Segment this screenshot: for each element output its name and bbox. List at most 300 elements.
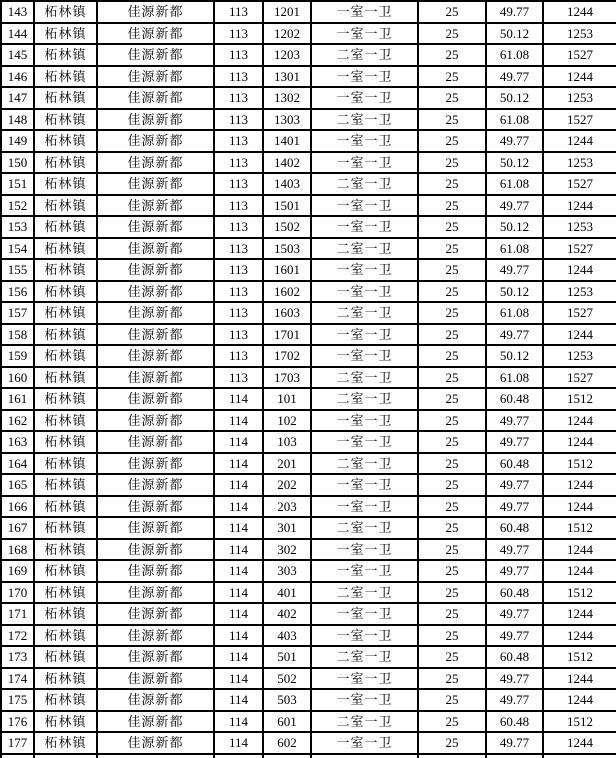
cell-rent[interactable]: 1244 — [543, 474, 616, 496]
cell-town[interactable]: 柘林镇 — [34, 130, 97, 152]
cell-unit-price[interactable]: 25 — [418, 324, 486, 346]
cell-town[interactable]: 柘林镇 — [34, 496, 97, 518]
cell-rent[interactable]: 1244 — [543, 625, 616, 647]
cell-unit-price[interactable]: 25 — [418, 474, 486, 496]
cell-room[interactable]: 601 — [263, 711, 311, 733]
cell-building[interactable]: 113 — [214, 23, 263, 45]
cell-room[interactable]: 1601 — [263, 259, 311, 281]
cell-building[interactable]: 114 — [214, 603, 263, 625]
cell-rent[interactable]: 1527 — [543, 109, 616, 131]
cell-seq[interactable]: 147 — [1, 87, 34, 109]
cell-rent[interactable]: 1527 — [543, 238, 616, 260]
cell-layout[interactable]: 二室一卫 — [311, 388, 418, 410]
cell-unit-price[interactable]: 25 — [418, 152, 486, 174]
cell-area[interactable]: 49.77 — [486, 689, 543, 711]
cell-layout[interactable]: 二室一卫 — [311, 711, 418, 733]
cell-town[interactable]: 柘林镇 — [34, 87, 97, 109]
cell-seq[interactable]: 177 — [1, 732, 34, 754]
cell-unit-price[interactable]: 25 — [418, 345, 486, 367]
cell-community[interactable]: 佳源新都 — [97, 302, 214, 324]
cell-town[interactable]: 柘林镇 — [34, 410, 97, 432]
cell-building[interactable]: 114 — [214, 646, 263, 668]
cell-room[interactable]: 502 — [263, 668, 311, 690]
cell-empty[interactable] — [486, 754, 543, 758]
cell-community[interactable]: 佳源新都 — [97, 625, 214, 647]
cell-town[interactable]: 柘林镇 — [34, 646, 97, 668]
cell-layout[interactable]: 二室一卫 — [311, 173, 418, 195]
cell-room[interactable]: 1403 — [263, 173, 311, 195]
cell-town[interactable]: 柘林镇 — [34, 281, 97, 303]
cell-area[interactable]: 49.77 — [486, 560, 543, 582]
cell-community[interactable]: 佳源新都 — [97, 281, 214, 303]
cell-empty[interactable] — [543, 754, 616, 758]
cell-building[interactable]: 113 — [214, 345, 263, 367]
cell-layout[interactable]: 一室一卫 — [311, 66, 418, 88]
cell-layout[interactable]: 一室一卫 — [311, 281, 418, 303]
cell-unit-price[interactable]: 25 — [418, 66, 486, 88]
cell-area[interactable]: 60.48 — [486, 453, 543, 475]
cell-community[interactable]: 佳源新都 — [97, 453, 214, 475]
cell-town[interactable]: 柘林镇 — [34, 582, 97, 604]
cell-room[interactable]: 1301 — [263, 66, 311, 88]
cell-layout[interactable]: 一室一卫 — [311, 625, 418, 647]
cell-room[interactable]: 102 — [263, 410, 311, 432]
cell-town[interactable]: 柘林镇 — [34, 152, 97, 174]
cell-building[interactable]: 114 — [214, 560, 263, 582]
cell-room[interactable]: 1401 — [263, 130, 311, 152]
cell-area[interactable]: 60.48 — [486, 517, 543, 539]
cell-room[interactable]: 1703 — [263, 367, 311, 389]
cell-unit-price[interactable]: 25 — [418, 87, 486, 109]
cell-rent[interactable]: 1244 — [543, 66, 616, 88]
cell-rent[interactable]: 1527 — [543, 173, 616, 195]
cell-rent[interactable]: 1244 — [543, 1, 616, 23]
cell-rent[interactable]: 1253 — [543, 87, 616, 109]
cell-town[interactable]: 柘林镇 — [34, 711, 97, 733]
cell-town[interactable]: 柘林镇 — [34, 259, 97, 281]
cell-community[interactable]: 佳源新都 — [97, 496, 214, 518]
cell-room[interactable]: 1203 — [263, 44, 311, 66]
cell-area[interactable]: 50.12 — [486, 345, 543, 367]
cell-room[interactable]: 501 — [263, 646, 311, 668]
cell-town[interactable]: 柘林镇 — [34, 668, 97, 690]
cell-unit-price[interactable]: 25 — [418, 582, 486, 604]
cell-unit-price[interactable]: 25 — [418, 668, 486, 690]
cell-area[interactable]: 49.77 — [486, 431, 543, 453]
cell-building[interactable]: 114 — [214, 689, 263, 711]
cell-town[interactable]: 柘林镇 — [34, 195, 97, 217]
cell-area[interactable]: 49.77 — [486, 539, 543, 561]
cell-building[interactable]: 114 — [214, 582, 263, 604]
cell-area[interactable]: 50.12 — [486, 87, 543, 109]
cell-seq[interactable]: 155 — [1, 259, 34, 281]
cell-unit-price[interactable]: 25 — [418, 732, 486, 754]
cell-seq[interactable]: 153 — [1, 216, 34, 238]
cell-room[interactable]: 403 — [263, 625, 311, 647]
cell-seq[interactable]: 149 — [1, 130, 34, 152]
cell-unit-price[interactable]: 25 — [418, 711, 486, 733]
cell-building[interactable]: 113 — [214, 324, 263, 346]
cell-room[interactable]: 1603 — [263, 302, 311, 324]
cell-seq[interactable]: 172 — [1, 625, 34, 647]
cell-layout[interactable]: 一室一卫 — [311, 130, 418, 152]
cell-area[interactable]: 49.77 — [486, 410, 543, 432]
cell-layout[interactable]: 二室一卫 — [311, 646, 418, 668]
cell-building[interactable]: 114 — [214, 668, 263, 690]
cell-layout[interactable]: 二室一卫 — [311, 109, 418, 131]
cell-town[interactable]: 柘林镇 — [34, 173, 97, 195]
cell-area[interactable]: 49.77 — [486, 732, 543, 754]
cell-building[interactable]: 114 — [214, 517, 263, 539]
cell-building[interactable]: 113 — [214, 259, 263, 281]
cell-area[interactable]: 61.08 — [486, 44, 543, 66]
cell-unit-price[interactable]: 25 — [418, 646, 486, 668]
cell-building[interactable]: 114 — [214, 539, 263, 561]
cell-town[interactable]: 柘林镇 — [34, 216, 97, 238]
cell-room[interactable]: 1303 — [263, 109, 311, 131]
cell-layout[interactable]: 一室一卫 — [311, 539, 418, 561]
cell-empty[interactable] — [311, 754, 418, 758]
cell-unit-price[interactable]: 25 — [418, 689, 486, 711]
cell-layout[interactable]: 一室一卫 — [311, 410, 418, 432]
cell-unit-price[interactable]: 25 — [418, 173, 486, 195]
cell-unit-price[interactable]: 25 — [418, 496, 486, 518]
cell-area[interactable]: 49.77 — [486, 496, 543, 518]
cell-layout[interactable]: 一室一卫 — [311, 345, 418, 367]
cell-layout[interactable]: 一室一卫 — [311, 668, 418, 690]
cell-empty[interactable] — [34, 754, 97, 758]
cell-building[interactable]: 113 — [214, 109, 263, 131]
cell-empty[interactable] — [263, 754, 311, 758]
cell-community[interactable]: 佳源新都 — [97, 367, 214, 389]
cell-seq[interactable]: 174 — [1, 668, 34, 690]
cell-building[interactable]: 114 — [214, 453, 263, 475]
cell-rent[interactable]: 1527 — [543, 302, 616, 324]
cell-building[interactable]: 113 — [214, 173, 263, 195]
cell-building[interactable]: 114 — [214, 388, 263, 410]
cell-seq[interactable]: 156 — [1, 281, 34, 303]
cell-building[interactable]: 114 — [214, 732, 263, 754]
cell-building[interactable]: 113 — [214, 216, 263, 238]
cell-town[interactable]: 柘林镇 — [34, 689, 97, 711]
cell-seq[interactable]: 148 — [1, 109, 34, 131]
cell-community[interactable]: 佳源新都 — [97, 410, 214, 432]
cell-layout[interactable]: 一室一卫 — [311, 474, 418, 496]
cell-unit-price[interactable]: 25 — [418, 367, 486, 389]
cell-unit-price[interactable]: 25 — [418, 195, 486, 217]
cell-room[interactable]: 602 — [263, 732, 311, 754]
cell-rent[interactable]: 1512 — [543, 453, 616, 475]
cell-area[interactable]: 50.12 — [486, 23, 543, 45]
cell-seq[interactable]: 166 — [1, 496, 34, 518]
cell-unit-price[interactable]: 25 — [418, 388, 486, 410]
cell-rent[interactable]: 1512 — [543, 646, 616, 668]
cell-empty[interactable] — [418, 754, 486, 758]
cell-community[interactable]: 佳源新都 — [97, 173, 214, 195]
cell-room[interactable]: 301 — [263, 517, 311, 539]
cell-town[interactable]: 柘林镇 — [34, 66, 97, 88]
cell-building[interactable]: 113 — [214, 367, 263, 389]
cell-community[interactable]: 佳源新都 — [97, 195, 214, 217]
cell-community[interactable]: 佳源新都 — [97, 646, 214, 668]
cell-community[interactable]: 佳源新都 — [97, 152, 214, 174]
cell-rent[interactable]: 1244 — [543, 689, 616, 711]
cell-community[interactable]: 佳源新都 — [97, 109, 214, 131]
cell-layout[interactable]: 一室一卫 — [311, 216, 418, 238]
cell-community[interactable]: 佳源新都 — [97, 87, 214, 109]
cell-seq[interactable]: 152 — [1, 195, 34, 217]
cell-building[interactable]: 113 — [214, 152, 263, 174]
cell-seq[interactable]: 164 — [1, 453, 34, 475]
cell-rent[interactable]: 1253 — [543, 281, 616, 303]
cell-community[interactable]: 佳源新都 — [97, 431, 214, 453]
cell-layout[interactable]: 二室一卫 — [311, 453, 418, 475]
cell-rent[interactable]: 1253 — [543, 216, 616, 238]
cell-community[interactable]: 佳源新都 — [97, 238, 214, 260]
cell-community[interactable]: 佳源新都 — [97, 130, 214, 152]
cell-room[interactable]: 401 — [263, 582, 311, 604]
cell-community[interactable]: 佳源新都 — [97, 345, 214, 367]
cell-seq[interactable]: 165 — [1, 474, 34, 496]
cell-layout[interactable]: 一室一卫 — [311, 603, 418, 625]
cell-unit-price[interactable]: 25 — [418, 44, 486, 66]
cell-area[interactable]: 61.08 — [486, 109, 543, 131]
cell-room[interactable]: 302 — [263, 539, 311, 561]
cell-unit-price[interactable]: 25 — [418, 431, 486, 453]
cell-community[interactable]: 佳源新都 — [97, 603, 214, 625]
cell-rent[interactable]: 1244 — [543, 195, 616, 217]
cell-seq[interactable]: 145 — [1, 44, 34, 66]
cell-community[interactable]: 佳源新都 — [97, 44, 214, 66]
cell-building[interactable]: 113 — [214, 281, 263, 303]
cell-building[interactable]: 114 — [214, 431, 263, 453]
cell-layout[interactable]: 二室一卫 — [311, 582, 418, 604]
cell-rent[interactable]: 1512 — [543, 517, 616, 539]
cell-seq[interactable]: 167 — [1, 517, 34, 539]
cell-rent[interactable]: 1512 — [543, 582, 616, 604]
cell-area[interactable]: 49.77 — [486, 195, 543, 217]
cell-area[interactable]: 49.77 — [486, 668, 543, 690]
cell-area[interactable]: 49.77 — [486, 474, 543, 496]
cell-seq[interactable]: 151 — [1, 173, 34, 195]
cell-unit-price[interactable]: 25 — [418, 560, 486, 582]
cell-town[interactable]: 柘林镇 — [34, 431, 97, 453]
cell-town[interactable]: 柘林镇 — [34, 238, 97, 260]
cell-building[interactable]: 113 — [214, 130, 263, 152]
cell-seq[interactable]: 176 — [1, 711, 34, 733]
cell-room[interactable]: 1503 — [263, 238, 311, 260]
cell-room[interactable]: 303 — [263, 560, 311, 582]
cell-layout[interactable]: 一室一卫 — [311, 195, 418, 217]
cell-room[interactable]: 503 — [263, 689, 311, 711]
cell-community[interactable]: 佳源新都 — [97, 216, 214, 238]
cell-rent[interactable]: 1253 — [543, 152, 616, 174]
cell-community[interactable]: 佳源新都 — [97, 517, 214, 539]
cell-empty[interactable] — [214, 754, 263, 758]
cell-seq[interactable]: 161 — [1, 388, 34, 410]
cell-unit-price[interactable]: 25 — [418, 238, 486, 260]
cell-unit-price[interactable]: 25 — [418, 109, 486, 131]
cell-unit-price[interactable]: 25 — [418, 539, 486, 561]
cell-building[interactable]: 113 — [214, 1, 263, 23]
cell-seq[interactable]: 175 — [1, 689, 34, 711]
cell-unit-price[interactable]: 25 — [418, 130, 486, 152]
cell-room[interactable]: 201 — [263, 453, 311, 475]
cell-unit-price[interactable]: 25 — [418, 625, 486, 647]
cell-community[interactable]: 佳源新都 — [97, 668, 214, 690]
cell-rent[interactable]: 1253 — [543, 23, 616, 45]
cell-room[interactable]: 1402 — [263, 152, 311, 174]
cell-town[interactable]: 柘林镇 — [34, 1, 97, 23]
cell-layout[interactable]: 一室一卫 — [311, 732, 418, 754]
cell-building[interactable]: 114 — [214, 711, 263, 733]
cell-area[interactable]: 61.08 — [486, 302, 543, 324]
cell-town[interactable]: 柘林镇 — [34, 474, 97, 496]
cell-layout[interactable]: 一室一卫 — [311, 496, 418, 518]
cell-unit-price[interactable]: 25 — [418, 259, 486, 281]
cell-seq[interactable]: 150 — [1, 152, 34, 174]
cell-layout[interactable]: 一室一卫 — [311, 23, 418, 45]
cell-town[interactable]: 柘林镇 — [34, 517, 97, 539]
cell-seq[interactable]: 154 — [1, 238, 34, 260]
cell-seq[interactable]: 159 — [1, 345, 34, 367]
cell-unit-price[interactable]: 25 — [418, 1, 486, 23]
cell-seq[interactable]: 169 — [1, 560, 34, 582]
cell-building[interactable]: 114 — [214, 474, 263, 496]
cell-building[interactable]: 114 — [214, 625, 263, 647]
cell-seq[interactable]: 143 — [1, 1, 34, 23]
cell-building[interactable]: 113 — [214, 302, 263, 324]
cell-area[interactable]: 60.48 — [486, 582, 543, 604]
cell-town[interactable]: 柘林镇 — [34, 23, 97, 45]
cell-seq[interactable]: 163 — [1, 431, 34, 453]
cell-community[interactable]: 佳源新都 — [97, 474, 214, 496]
cell-room[interactable]: 101 — [263, 388, 311, 410]
cell-town[interactable]: 柘林镇 — [34, 539, 97, 561]
cell-room[interactable]: 1701 — [263, 324, 311, 346]
cell-area[interactable]: 49.77 — [486, 324, 543, 346]
cell-empty[interactable] — [1, 754, 34, 758]
cell-layout[interactable]: 一室一卫 — [311, 689, 418, 711]
cell-rent[interactable]: 1527 — [543, 367, 616, 389]
cell-community[interactable]: 佳源新都 — [97, 388, 214, 410]
cell-rent[interactable]: 1244 — [543, 130, 616, 152]
cell-building[interactable]: 113 — [214, 44, 263, 66]
cell-unit-price[interactable]: 25 — [418, 281, 486, 303]
cell-unit-price[interactable]: 25 — [418, 216, 486, 238]
cell-area[interactable]: 60.48 — [486, 711, 543, 733]
cell-town[interactable]: 柘林镇 — [34, 324, 97, 346]
cell-area[interactable]: 60.48 — [486, 388, 543, 410]
cell-seq[interactable]: 157 — [1, 302, 34, 324]
cell-community[interactable]: 佳源新都 — [97, 732, 214, 754]
cell-town[interactable]: 柘林镇 — [34, 603, 97, 625]
cell-building[interactable]: 113 — [214, 238, 263, 260]
cell-layout[interactable]: 一室一卫 — [311, 431, 418, 453]
cell-building[interactable]: 113 — [214, 87, 263, 109]
cell-room[interactable]: 202 — [263, 474, 311, 496]
cell-rent[interactable]: 1244 — [543, 732, 616, 754]
cell-room[interactable]: 1202 — [263, 23, 311, 45]
cell-room[interactable]: 1201 — [263, 1, 311, 23]
cell-area[interactable]: 49.77 — [486, 130, 543, 152]
cell-room[interactable]: 1502 — [263, 216, 311, 238]
cell-layout[interactable]: 一室一卫 — [311, 259, 418, 281]
cell-rent[interactable]: 1244 — [543, 560, 616, 582]
cell-seq[interactable]: 146 — [1, 66, 34, 88]
cell-town[interactable]: 柘林镇 — [34, 109, 97, 131]
cell-rent[interactable]: 1244 — [543, 496, 616, 518]
cell-town[interactable]: 柘林镇 — [34, 345, 97, 367]
cell-area[interactable]: 61.08 — [486, 238, 543, 260]
cell-building[interactable]: 113 — [214, 195, 263, 217]
cell-town[interactable]: 柘林镇 — [34, 44, 97, 66]
cell-room[interactable]: 1501 — [263, 195, 311, 217]
cell-seq[interactable]: 170 — [1, 582, 34, 604]
cell-area[interactable]: 60.48 — [486, 646, 543, 668]
cell-layout[interactable]: 一室一卫 — [311, 152, 418, 174]
cell-room[interactable]: 402 — [263, 603, 311, 625]
cell-community[interactable]: 佳源新都 — [97, 711, 214, 733]
cell-town[interactable]: 柘林镇 — [34, 302, 97, 324]
cell-unit-price[interactable]: 25 — [418, 603, 486, 625]
cell-rent[interactable]: 1244 — [543, 431, 616, 453]
cell-area[interactable]: 49.77 — [486, 259, 543, 281]
cell-area[interactable]: 49.77 — [486, 603, 543, 625]
cell-unit-price[interactable]: 25 — [418, 453, 486, 475]
cell-layout[interactable]: 二室一卫 — [311, 44, 418, 66]
cell-rent[interactable]: 1527 — [543, 44, 616, 66]
cell-town[interactable]: 柘林镇 — [34, 367, 97, 389]
cell-seq[interactable]: 173 — [1, 646, 34, 668]
cell-room[interactable]: 203 — [263, 496, 311, 518]
cell-rent[interactable]: 1244 — [543, 324, 616, 346]
cell-rent[interactable]: 1512 — [543, 711, 616, 733]
cell-area[interactable]: 49.77 — [486, 66, 543, 88]
cell-building[interactable]: 114 — [214, 410, 263, 432]
cell-area[interactable]: 50.12 — [486, 281, 543, 303]
cell-unit-price[interactable]: 25 — [418, 302, 486, 324]
cell-room[interactable]: 1702 — [263, 345, 311, 367]
cell-seq[interactable]: 162 — [1, 410, 34, 432]
cell-building[interactable]: 114 — [214, 496, 263, 518]
cell-community[interactable]: 佳源新都 — [97, 582, 214, 604]
cell-area[interactable]: 50.12 — [486, 216, 543, 238]
cell-layout[interactable]: 二室一卫 — [311, 367, 418, 389]
cell-seq[interactable]: 168 — [1, 539, 34, 561]
cell-community[interactable]: 佳源新都 — [97, 539, 214, 561]
cell-rent[interactable]: 1512 — [543, 388, 616, 410]
cell-seq[interactable]: 171 — [1, 603, 34, 625]
cell-rent[interactable]: 1244 — [543, 259, 616, 281]
cell-rent[interactable]: 1244 — [543, 539, 616, 561]
cell-town[interactable]: 柘林镇 — [34, 388, 97, 410]
cell-layout[interactable]: 一室一卫 — [311, 324, 418, 346]
cell-rent[interactable]: 1244 — [543, 603, 616, 625]
cell-seq[interactable]: 144 — [1, 23, 34, 45]
cell-town[interactable]: 柘林镇 — [34, 732, 97, 754]
cell-community[interactable]: 佳源新都 — [97, 689, 214, 711]
cell-community[interactable]: 佳源新都 — [97, 66, 214, 88]
cell-town[interactable]: 柘林镇 — [34, 453, 97, 475]
cell-layout[interactable]: 二室一卫 — [311, 302, 418, 324]
cell-rent[interactable]: 1244 — [543, 410, 616, 432]
cell-area[interactable]: 61.08 — [486, 173, 543, 195]
cell-area[interactable]: 61.08 — [486, 367, 543, 389]
cell-community[interactable]: 佳源新都 — [97, 1, 214, 23]
cell-rent[interactable]: 1244 — [543, 668, 616, 690]
cell-community[interactable]: 佳源新都 — [97, 23, 214, 45]
